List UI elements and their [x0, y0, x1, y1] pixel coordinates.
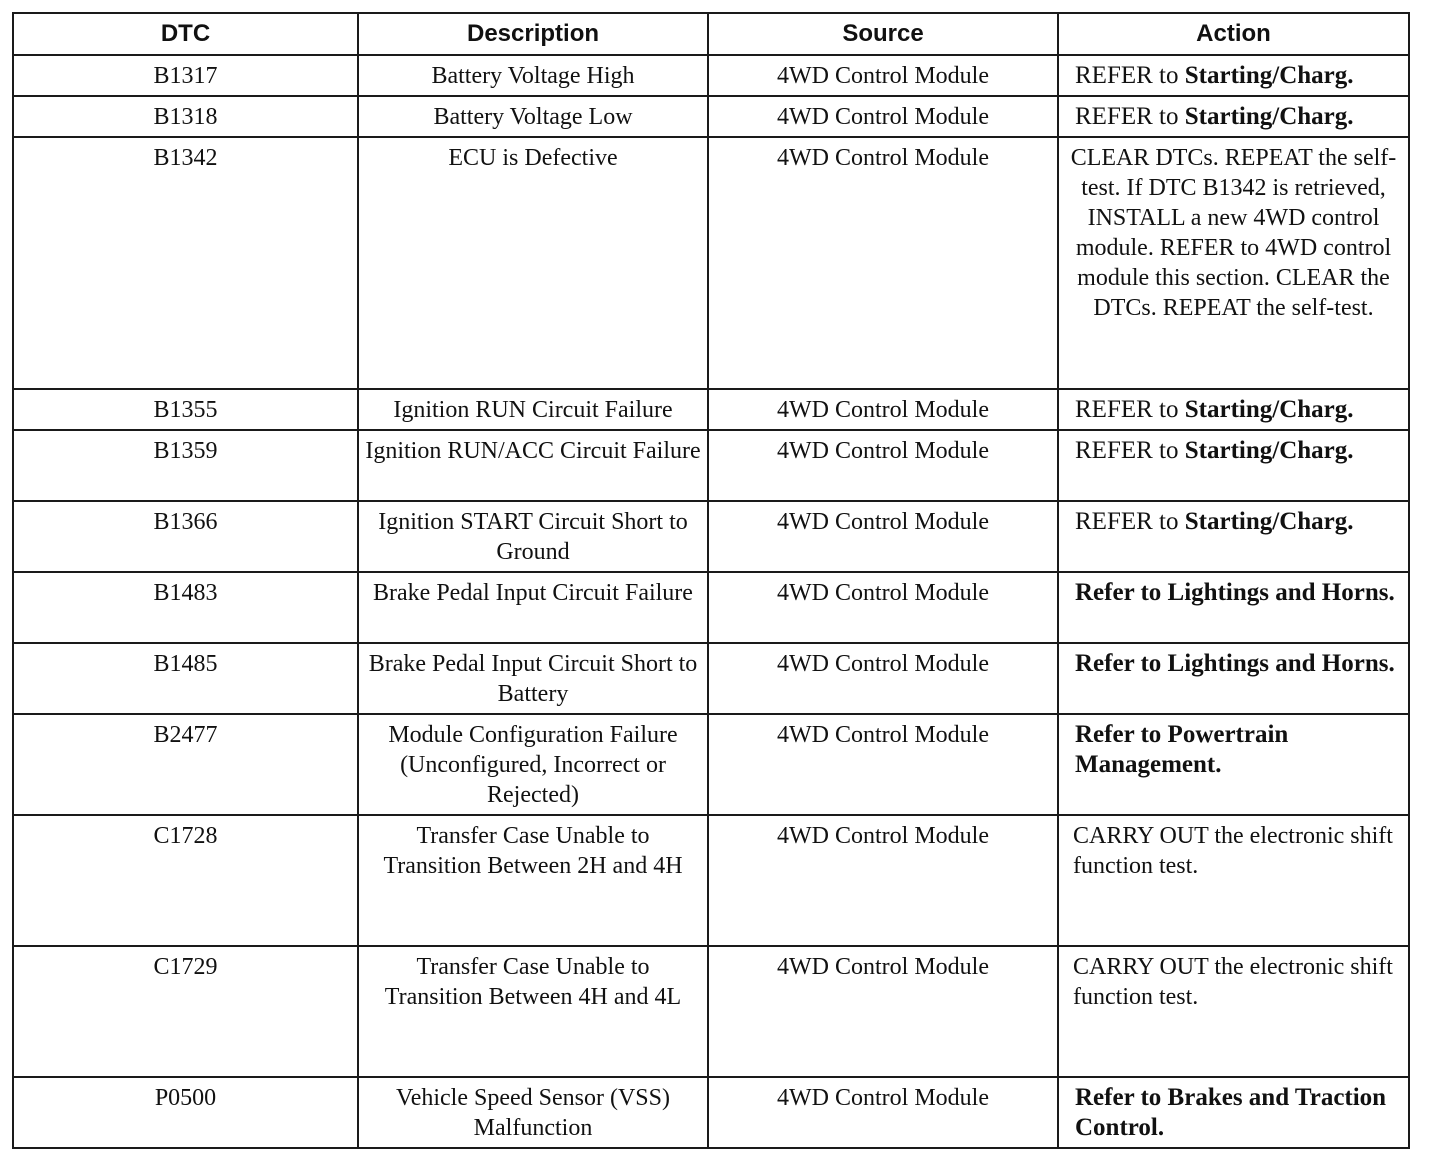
action-reference: Starting/Charg.: [1184, 508, 1354, 535]
dtc-description: Ignition START Circuit Short to Ground: [358, 501, 708, 572]
dtc-action: CARRY OUT the electronic shift function test.: [1058, 815, 1409, 946]
dtc-description: Ignition RUN Circuit Failure: [358, 389, 708, 430]
table-row: [13, 572, 1409, 643]
dtc-source: 4WD Control Module: [708, 643, 1058, 714]
dtc-description: Brake Pedal Input Circuit Failure: [358, 572, 708, 643]
table-row: [13, 96, 1409, 137]
table-row: [13, 430, 1409, 501]
dtc-description: Transfer Case Unable to Transition Between 2H and 4H: [358, 815, 708, 946]
dtc-source: 4WD Control Module: [708, 389, 1058, 430]
dtc-source: 4WD Control Module: [708, 1077, 1058, 1148]
dtc-source: 4WD Control Module: [708, 501, 1058, 572]
table-row: [13, 946, 1409, 1077]
dtc-code: B1318: [13, 96, 358, 137]
dtc-description: Module Configuration Failure (Unconfigured, Incorrect or Rejected): [358, 714, 708, 815]
dtc-code: B1366: [13, 501, 358, 572]
dtc-source: 4WD Control Module: [708, 714, 1058, 815]
dtc-code: C1729: [13, 946, 358, 1077]
action-reference: Starting/Charg.: [1184, 62, 1354, 89]
header-action: Action: [1058, 13, 1409, 55]
action-prefix: REFER to: [1075, 396, 1185, 423]
dtc-source: 4WD Control Module: [708, 430, 1058, 501]
action-reference: Starting/Charg.: [1184, 396, 1354, 423]
dtc-action: [1058, 96, 1409, 137]
table-row: [13, 501, 1409, 572]
dtc-code: B1359: [13, 430, 358, 501]
table-row: [13, 137, 1409, 389]
dtc-source: 4WD Control Module: [708, 946, 1058, 1077]
action-prefix: REFER to: [1075, 62, 1185, 89]
header-dtc: DTC: [13, 13, 358, 55]
dtc-action: Refer to Lightings and Horns.: [1058, 643, 1409, 714]
table-row: [13, 55, 1409, 96]
dtc-code: B1317: [13, 55, 358, 96]
dtc-action: CLEAR DTCs. REPEAT the self-test. If DTC B1342 is retrieved, INSTALL a new 4WD control module. REFER to 4WD control module this section. CLEAR the DTCs. REPEAT the self-test.: [1058, 137, 1409, 389]
dtc-source: 4WD Control Module: [708, 96, 1058, 137]
dtc-code: B1355: [13, 389, 358, 430]
dtc-code: B1485: [13, 643, 358, 714]
dtc-code: B2477: [13, 714, 358, 815]
dtc-action: Refer to Powertrain Management.: [1058, 714, 1409, 815]
table-row: [13, 643, 1409, 714]
dtc-action: [1058, 501, 1409, 572]
dtc-source: 4WD Control Module: [708, 815, 1058, 946]
table-row: [13, 1077, 1409, 1148]
table-row: [13, 714, 1409, 815]
action-reference: Starting/Charg.: [1184, 437, 1354, 464]
table-row: [13, 389, 1409, 430]
dtc-action: CARRY OUT the electronic shift function test.: [1058, 946, 1409, 1077]
dtc-description: Ignition RUN/ACC Circuit Failure: [358, 430, 708, 501]
action-prefix: REFER to: [1075, 103, 1185, 130]
dtc-action: [1058, 55, 1409, 96]
table-header-row: [13, 13, 1409, 55]
dtc-table: [12, 12, 1410, 1149]
dtc-code: B1342: [13, 137, 358, 389]
dtc-code: P0500: [13, 1077, 358, 1148]
dtc-code: C1728: [13, 815, 358, 946]
dtc-description: Battery Voltage High: [358, 55, 708, 96]
dtc-description: Transfer Case Unable to Transition Between 4H and 4L: [358, 946, 708, 1077]
dtc-action: Refer to Brakes and Traction Control.: [1058, 1077, 1409, 1148]
header-source: Source: [708, 13, 1058, 55]
header-description: Description: [358, 13, 708, 55]
dtc-description: Vehicle Speed Sensor (VSS) Malfunction: [358, 1077, 708, 1148]
action-reference: Starting/Charg.: [1184, 103, 1354, 130]
dtc-source: 4WD Control Module: [708, 137, 1058, 389]
dtc-source: 4WD Control Module: [708, 55, 1058, 96]
dtc-code: B1483: [13, 572, 358, 643]
dtc-action: [1058, 389, 1409, 430]
action-prefix: REFER to: [1075, 437, 1185, 464]
action-prefix: REFER to: [1075, 508, 1185, 535]
dtc-action: Refer to Lightings and Horns.: [1058, 572, 1409, 643]
dtc-description: Brake Pedal Input Circuit Short to Battery: [358, 643, 708, 714]
dtc-description: ECU is Defective: [358, 137, 708, 389]
dtc-source: 4WD Control Module: [708, 572, 1058, 643]
dtc-description: Battery Voltage Low: [358, 96, 708, 137]
table-row: [13, 815, 1409, 946]
dtc-action: [1058, 430, 1409, 501]
